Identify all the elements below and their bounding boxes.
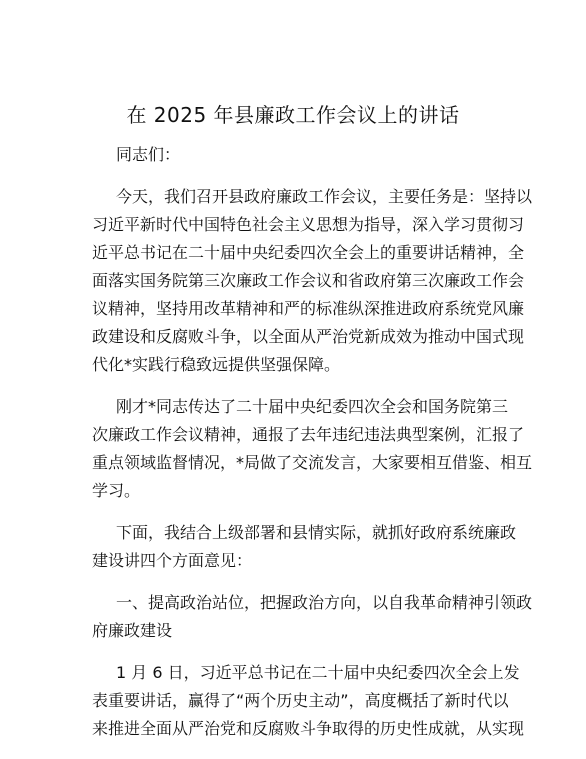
section-heading-1 [92, 589, 533, 645]
text-line: 刚才*同志传达了二十届中央纪委四次全会和国务院第三 [116, 397, 509, 416]
paragraph-1 [92, 183, 533, 379]
text-line: 表重要讲话，赢得了“两个历史主动”，高度概括了新时代以 [92, 691, 509, 710]
text-line: 政建设和反腐败斗争，以全面从严治党新成效为推动中国式现 [92, 327, 525, 346]
text-line: 建设讲四个方面意见： [92, 551, 253, 570]
text-line: 代化*实践行稳致远提供坚强保障。 [92, 355, 341, 374]
salutation-line: 同志们： [116, 145, 181, 164]
document-title: 在 2025 年县廉政工作会议上的讲话 [126, 103, 460, 127]
text-line: 1 月 6 日，习近平总书记在二十届中央纪委四次全会上发 [116, 663, 520, 682]
text-line: 下面，我结合上级部署和县情实际，就抓好政府系统廉政 [116, 523, 517, 542]
text-line: 学习。 [92, 481, 141, 500]
text-line: 次廉政工作会议精神，通报了去年违纪违法典型案例，汇报了 [92, 425, 525, 444]
text-line: 一、提高政治站位，把握政治方向，以自我革命精神引领政 [116, 593, 533, 612]
text-line: 府廉政建设 [92, 621, 173, 640]
text-line: 面落实国务院第三次廉政工作会议和省政府第三次廉政工作会 [92, 271, 525, 290]
paragraph-3 [92, 519, 517, 575]
text-line: 今天，我们召开县政府廉政工作会议，主要任务是：坚持以 [116, 187, 533, 206]
text-line: 重点领域监督情况，*局做了交流发言，大家要相互借鉴、相互 [92, 453, 533, 472]
text-line: 习近平新时代中国特色社会主义思想为指导，深入学习贯彻习 [92, 215, 525, 234]
text-line: 议精神，坚持用改革精神和严的标准纵深推进政府系统党风廉 [92, 299, 525, 318]
paragraph-2 [92, 393, 533, 505]
text-line: 近平总书记在二十届中央纪委四次全会上的重要讲话精神，全 [92, 243, 525, 262]
salutation [116, 141, 506, 169]
paragraph-5 [92, 659, 525, 743]
document-body [92, 141, 533, 743]
text-line: 来推进全面从严治党和反腐败斗争取得的历史性成就，从实现 [92, 719, 525, 738]
